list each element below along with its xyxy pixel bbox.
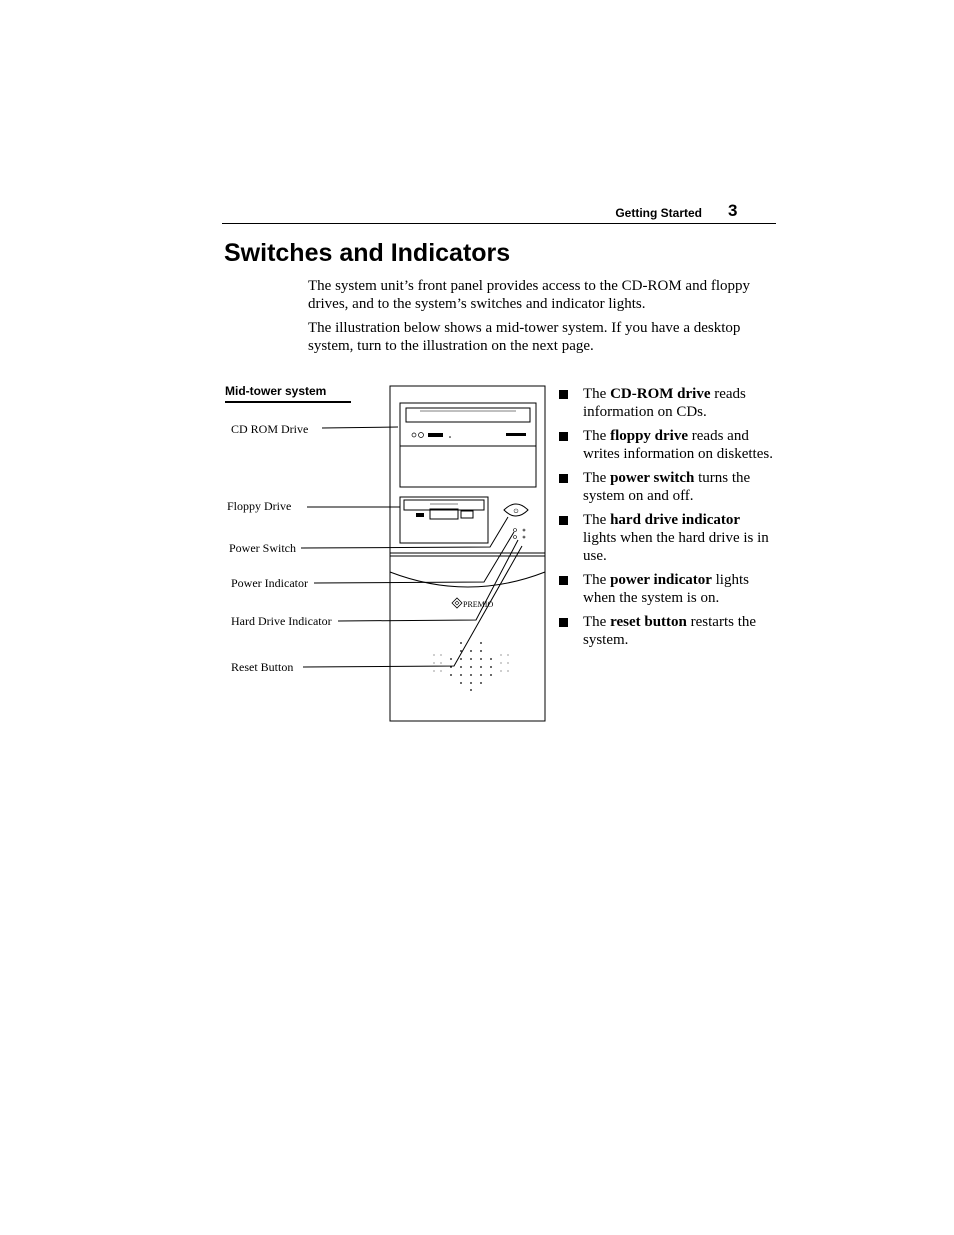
feature-floppy-drive: The floppy drive reads and writes information on diskettes. (558, 427, 776, 463)
figure-label: Mid-tower system (225, 384, 327, 398)
square-bullet-icon (559, 474, 568, 483)
svg-text:⏻: ⏻ (513, 508, 519, 515)
feature-term: reset button (610, 614, 687, 630)
feature-term: power indicator (610, 572, 712, 588)
intro-paragraph-2: The illustration below shows a mid-tower system. If you have a desktop system, turn to the illustration on the next page. (308, 320, 741, 354)
square-bullet-icon (559, 432, 568, 441)
callout-power-switch: Power Switch (229, 541, 296, 555)
feature-term: floppy drive (610, 428, 689, 444)
floppy-drive-bay (400, 497, 488, 543)
callout-hard-drive-indicator: Hard Drive Indicator (231, 614, 332, 628)
door-curve (390, 572, 545, 587)
callout-floppy-drive: Floppy Drive (227, 499, 292, 513)
page-title: Switches and Indicators (224, 239, 511, 267)
square-bullet-icon (559, 516, 568, 525)
intro-paragraph-1: The system unit’s front panel provides access to the CD-ROM and floppy drives, and to the system’s switches and indicator lights. (308, 278, 751, 312)
premio-logo (452, 598, 493, 609)
square-bullet-icon (559, 618, 568, 627)
feature-term: CD-ROM drive (610, 386, 711, 402)
feature-cdrom-drive: The CD-ROM drive reads information on CDs. (558, 385, 776, 421)
feature-power-indicator: The power indicator lights when the system is on. (558, 571, 776, 607)
callout-cdrom-drive: CD ROM Drive (231, 422, 309, 436)
logo-text: PREMIO (463, 600, 494, 609)
square-bullet-icon (559, 576, 568, 585)
square-bullet-icon (559, 390, 568, 399)
indicator-lights (514, 529, 526, 539)
page-number: 3 (728, 201, 738, 220)
power-switch (504, 504, 528, 516)
cdrom-drive-bay (400, 403, 536, 487)
running-header-title: Getting Started (615, 206, 702, 220)
callout-leader-lines (301, 427, 522, 667)
callout-reset-button: Reset Button (231, 660, 294, 674)
feature-reset-button: The reset button restarts the system. (558, 613, 776, 649)
feature-list (558, 385, 776, 655)
feature-term: hard drive indicator (610, 512, 741, 528)
feature-hard-drive-indicator: The hard drive indicator lights when the hard drive is in use. (558, 511, 776, 565)
callout-power-indicator: Power Indicator (231, 576, 308, 590)
feature-power-switch: The power switch turns the system on and off. (558, 469, 776, 505)
feature-term: power switch (610, 470, 695, 486)
